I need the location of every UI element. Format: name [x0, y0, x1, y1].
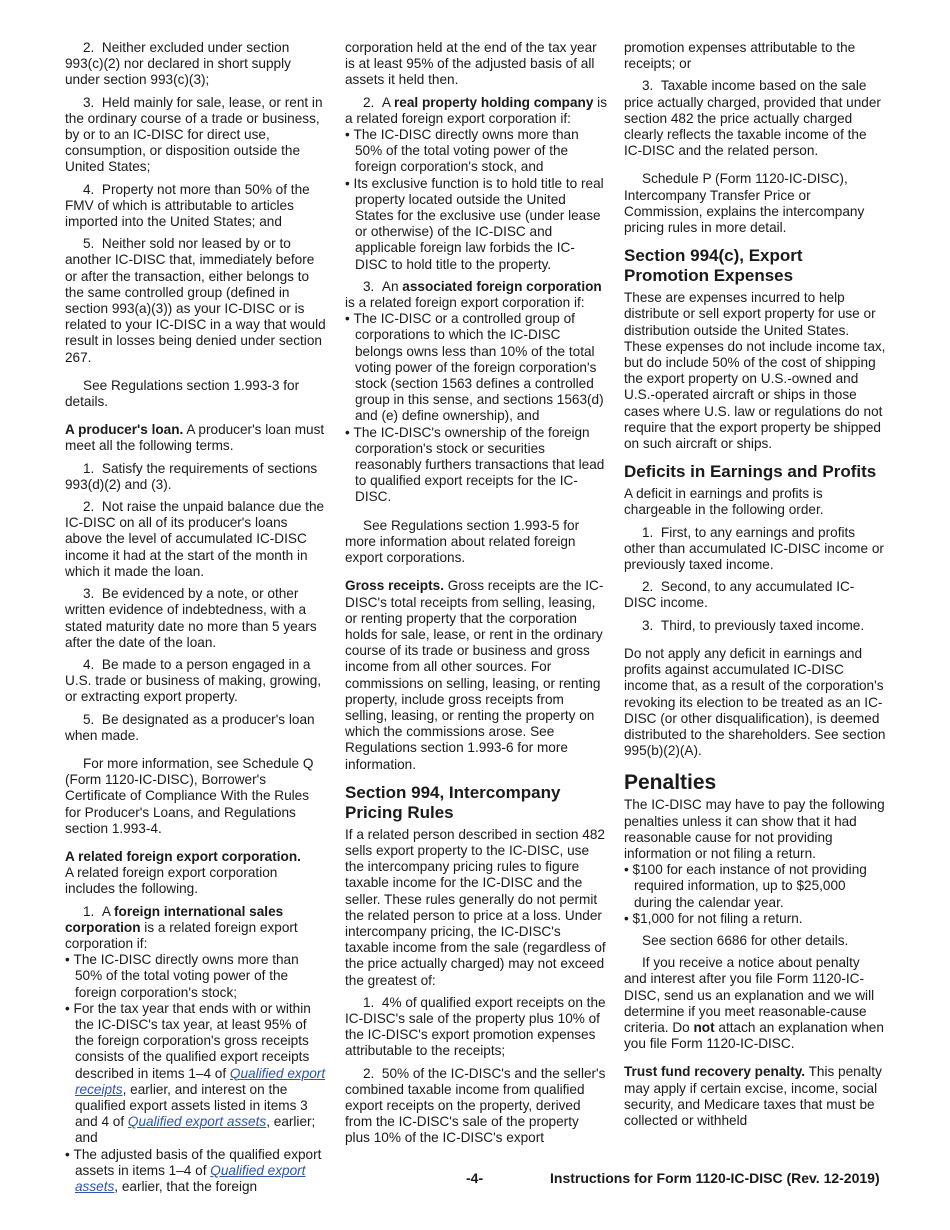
bullet-text: The adjusted basis of the qualified export assets in items 1–4 of [73, 1146, 322, 1178]
list-item [345, 279, 607, 311]
list-item: 3. Taxable income based on the sale price actually charged, provided that under section 482 the price actually charged clearly reflects the taxable income of the IC-DISC and the related person. [624, 78, 881, 159]
paragraph: corporation held at the end of the tax year is at least 95% of the adjusted basis of all assets it held then. [345, 40, 597, 88]
run-in-heading: A related foreign export corporation. [65, 848, 301, 864]
paragraph: Schedule P (Form 1120-IC-DISC), Intercompany Transfer Price or Commission, explains the intercompany pricing rules in more detail. [624, 171, 865, 236]
bullet-item: • $1,000 for not filing a return. [624, 911, 886, 927]
bullet-text: , earlier; and [75, 1114, 316, 1146]
bullet-item: • Its exclusive function is to hold title to real property located outside the United States for the exclusive use (under lease or otherwise) of the IC-DISC and applicable foreign law forbids the IC-DISC to hold title to the property. [345, 176, 607, 273]
middle-column [345, 40, 607, 1153]
paragraph-text: A related foreign export corporation includes the following. [65, 865, 278, 897]
paragraph: These are expenses incurred to help distribute or sell export property for use or distribution outside the United States. These expenses do not include income tax, but do include 50% of the cost of shipping the export property on U.S.-owned and U.S.-operated aircraft or ships in those cases where U.S. law or regulations do not require that the export property be shipped on such aircraft or ships. [624, 290, 886, 452]
defined-term: associated foreign corporation [402, 278, 602, 294]
qualified-export-assets-link[interactable]: Qualified export assets [75, 1162, 306, 1194]
item-text: is a related foreign export corporation if: [345, 295, 585, 311]
qualified-export-receipts-link[interactable]: Qualified export receipts [75, 1065, 326, 1097]
bullet-item: • The IC-DISC directly owns more than 50% of the total voting power of the foreign corporation's stock; [65, 952, 327, 1001]
bullet-item [65, 1001, 327, 1147]
paragraph: For more information, see Schedule Q (Form 1120-IC-DISC), Borrower's Certificate of Compliance With the Rules for Producer's Loans, and Regulations section 1.993-4. [65, 755, 314, 836]
bullet-text: For the tax year that ends with or within the IC-DISC's tax year, at least 95% of the foreign corporation's gross receipts consists of the qualified export receipts described in items 1–4 of [73, 1000, 311, 1081]
paragraph: 5. Neither sold nor leased by or to another IC-DISC that, immediately before or after the transaction, either belongs to the same controlled group (defined in section 993(a)(3)) as your IC-DISC or is related to your IC-DISC in a way that would result in losses being denied under section 267. [65, 236, 326, 365]
run-in-heading: Trust fund recovery penalty. [624, 1064, 806, 1080]
run-in-heading: Gross receipts. [345, 578, 444, 594]
list-item [345, 95, 607, 127]
list-item: 3. Be evidenced by a note, or other written evidence of indebtedness, with a stated maturity date no more than 5 years after the date of the loan. [65, 586, 317, 650]
list-item: 5. Be designated as a producer's loan when made. [65, 711, 315, 743]
gross-receipts-paragraph [345, 578, 607, 772]
paragraph-text: Gross receipts are the IC-DISC's total receipts from selling, leasing, or renting property that the corporation holds for sale, lease, or rent in the ordinary course of its trade or business and gross income from all other sources. For commissions on selling, leasing, or renting property, include gross receipts from selling, leasing, or renting the property on which the commissions arose. See Regulations section 1.993-6 for more information. [345, 578, 604, 772]
right-column [624, 40, 886, 1135]
run-in-heading: A producer's loan. [65, 422, 184, 438]
section-heading: Deficits in Earnings and Profits [624, 462, 877, 482]
item-number: 1. A [83, 903, 114, 919]
item-text: is a related foreign export corporation if: [345, 94, 607, 126]
list-item: 1. 4% of qualified export receipts on the IC-DISC's sale of the property plus 10% of the IC-DISC's export promotion expenses attributable to the receipts; [345, 994, 606, 1059]
paragraph: 3. Held mainly for sale, lease, or rent in the ordinary course of a trade or business, by or to an IC-DISC for direct use, consumption, or disposition outside the United States; [65, 94, 323, 175]
paragraph: If a related person described in section 482 sells export property to the IC-DISC, use the intercompany pricing rules to figure taxable income for the IC-DISC and the seller. These rules generally do not permit the related person to price at a loss. Under intercompany pricing, the IC-DISC's taxable income from the sale (regardless of the price actually charged) may not exceed the greatest of: [345, 826, 606, 988]
qualified-export-assets-link[interactable]: Qualified export assets [127, 1114, 267, 1130]
defined-term: real property holding company [393, 94, 594, 110]
chapter-heading: Penalties [624, 771, 717, 795]
paragraph: See section 6686 for other details. [642, 932, 849, 948]
trust-fund-paragraph [624, 1064, 886, 1129]
list-item: 1. First, to any earnings and profits other than accumulated IC-DISC income or previously taxed income. [624, 524, 884, 573]
paragraph [624, 955, 886, 1052]
paragraph: 2. Neither excluded under section 993(c)(2) nor declared in short supply under section 993(c)(3); [65, 40, 291, 88]
paragraph-text: A producer's loan must meet all the following terms. [65, 422, 325, 454]
page-number: -4- [466, 1170, 484, 1186]
defined-term: foreign international sales corporation [65, 903, 284, 935]
footer-form-title: Instructions for Form 1120-IC-DISC (Rev. 12-2019) [550, 1170, 880, 1186]
related-foreign-export-paragraph [65, 849, 327, 898]
paragraph: Do not apply any deficit in earnings and profits against accumulated IC-DISC income that, as a result of the corporation's revoking its election to be treated as an IC-DISC (or other disqualification), is deemed distributed to the shareholders. See section 995(b)(2)(A). [624, 645, 886, 759]
bullet-item: • The IC-DISC or a controlled group of corporations to which the IC-DISC belongs owns less than 10% of the total voting power of the foreign corporation's stock (section 1563 defines a controlled group in this sense, and sections 1563(d) and (e) define ownership), and [345, 311, 607, 424]
paragraph-text: attach an explanation when you file Form 1120-IC-DISC. [624, 1019, 884, 1052]
bullet-item: • The IC-DISC directly owns more than 50% of the total voting power of the foreign corporation's stock, and [345, 127, 607, 176]
left-column [65, 40, 327, 1195]
paragraph-text: This penalty may apply if certain excise, income, social security, and Medicare taxes that must be collected or withheld [624, 1064, 882, 1128]
emphasis: not [693, 1019, 715, 1035]
bullet-text: , earlier, and interest on the qualified export assets listed in items 3 and 4 of [75, 1081, 308, 1130]
list-item [65, 904, 327, 953]
paragraph-text: If you receive a notice about penalty and interest after you file Form 1120-IC-DISC, send us an explanation and we will determine if you meet reasonable-cause criteria. Do [624, 955, 875, 1035]
paragraph: 4. Property not more than 50% of the FMV of which is attributable to articles imported into the United States; and [65, 181, 310, 230]
item-number: 3. An [363, 278, 403, 294]
item-text: is a related foreign export corporation if: [65, 919, 298, 951]
section-heading: Section 994, Intercompany Pricing Rules [345, 782, 561, 822]
paragraph: A deficit in earnings and profits is chargeable in the following order. [624, 486, 824, 518]
paragraph: See Regulations section 1.993-3 for details. [65, 377, 300, 410]
bullet-item [65, 1147, 327, 1196]
list-item: 1. Satisfy the requirements of sections 993(d)(2) and (3). [65, 460, 318, 492]
paragraph: promotion expenses attributable to the receipts; or [624, 40, 856, 72]
paragraph: See Regulations section 1.993-5 for more information about related foreign export corporations. [345, 517, 580, 566]
producers-loan-paragraph [65, 422, 327, 454]
item-number: 2. A [363, 94, 394, 110]
bullet-item: • The IC-DISC's ownership of the foreign corporation's stock or securities reasonably furthers transactions that lead to qualified export receipts for the IC-DISC. [345, 425, 607, 506]
list-item: 2. Not raise the unpaid balance due the IC-DISC on all of its producer's loans above the level of accumulated IC-DISC income it had at the start of the month in which it made the loan. [65, 499, 325, 579]
list-item: 3. Third, to previously taxed income. [642, 617, 865, 633]
paragraph: The IC-DISC may have to pay the following penalties unless it can show that it had reasonable cause for not providing information or not filing a return. [624, 797, 885, 861]
list-item: 4. Be made to a person engaged in a U.S. trade or business of making, growing, or extracting export property. [65, 656, 322, 705]
list-item: 2. 50% of the IC-DISC's and the seller's combined taxable income from qualified export receipts on the property, derived from the IC-DISC's sale of the property plus 10% of the IC-DISC's export [345, 1065, 606, 1146]
section-heading: Section 994(c), Export Promotion Expenses [624, 246, 803, 286]
bullet-text: , earlier, that the foreign [114, 1179, 258, 1194]
list-item: 2. Second, to any accumulated IC-DISC income. [624, 579, 855, 611]
bullet-item: • $100 for each instance of not providing required information, up to $25,000 during the calendar year. [624, 862, 886, 911]
